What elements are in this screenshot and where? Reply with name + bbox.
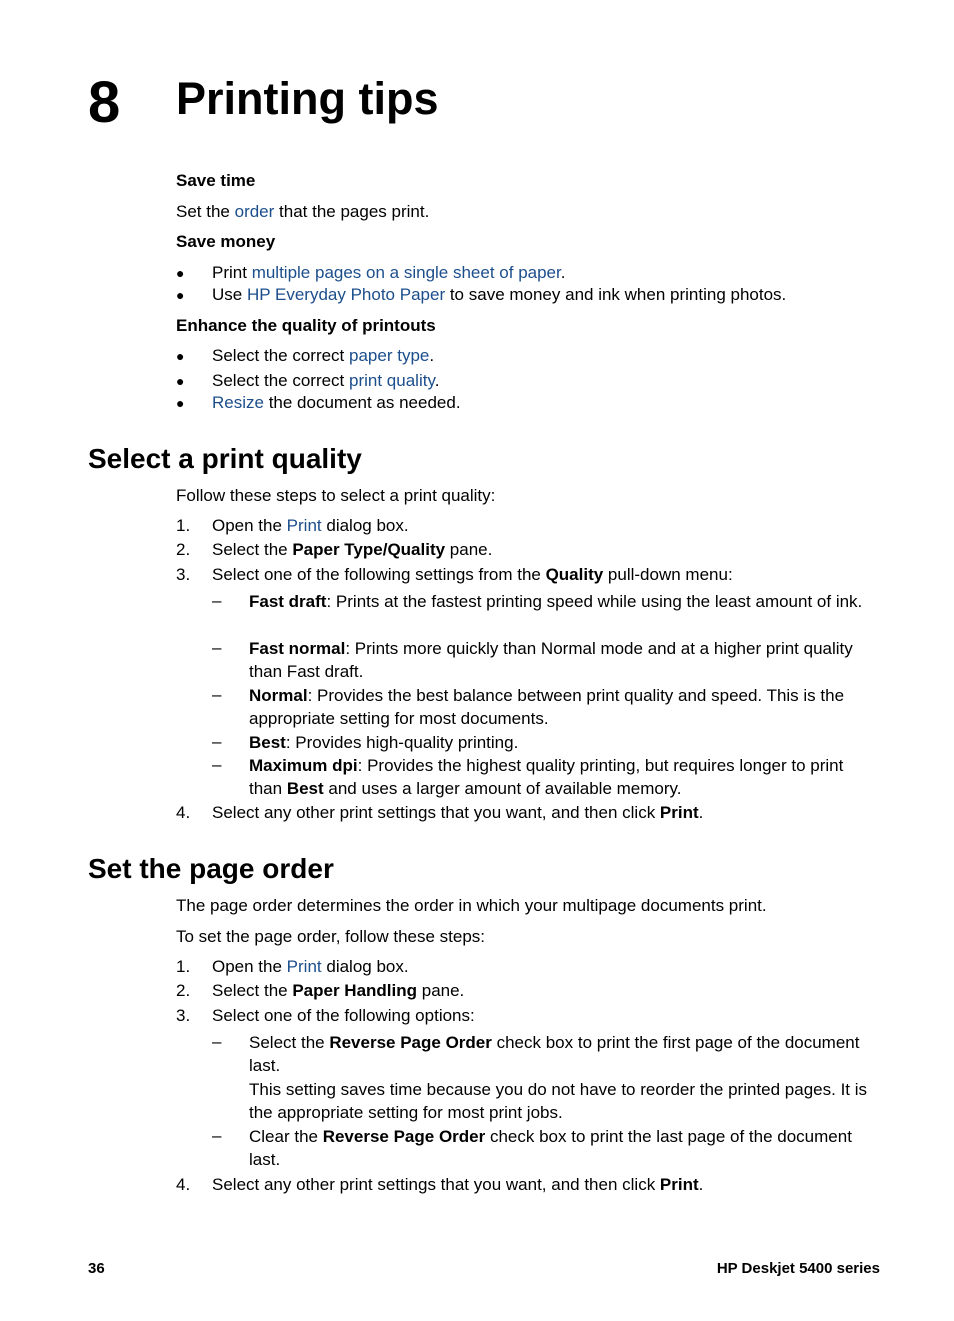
step-number: 4.	[176, 803, 191, 822]
save-money-item: Use HP Everyday Photo Paper to save money and ink when printing photos.	[212, 285, 787, 304]
dash: –	[212, 1032, 222, 1051]
step-number: 1.	[176, 957, 191, 976]
print-quality-link[interactable]: print quality	[349, 371, 435, 390]
step-number: 3.	[176, 565, 191, 584]
enhance-item: Resize the document as needed.	[212, 393, 461, 412]
bullet: ●	[176, 348, 185, 364]
step-text: Open the Print dialog box.	[212, 516, 409, 535]
resize-link[interactable]: Resize	[212, 393, 264, 412]
print-dialog-link[interactable]: Print	[286, 957, 322, 976]
quality-option: Fast normal: Prints more quickly than Normal mode and at a higher print quality than Fast draft.	[249, 639, 853, 681]
bullet: ●	[176, 265, 185, 281]
bullet: ●	[176, 395, 185, 411]
page-order-heading: Set the page order	[88, 853, 334, 884]
step-number: 3.	[176, 1006, 191, 1025]
chapter-title: Printing tips	[176, 73, 439, 124]
order-option: Select the Reverse Page Order check box to print the first page of the document last.	[249, 1033, 860, 1075]
step-number: 1.	[176, 516, 191, 535]
dash: –	[212, 685, 222, 704]
save-time-heading: Save time	[176, 171, 256, 190]
enhance-item: Select the correct paper type.	[212, 346, 435, 365]
dash: –	[212, 1126, 222, 1145]
step-text: Select one of the following options:	[212, 1006, 475, 1025]
quality-option: Fast draft: Prints at the fastest printing speed while using the least amount of ink.	[249, 592, 863, 611]
product-name: HP Deskjet 5400 series	[716, 1260, 880, 1277]
save-money-item: Print multiple pages on a single sheet of paper.	[212, 263, 566, 282]
print-quality-heading: Select a print quality	[88, 443, 362, 474]
order-link[interactable]: order	[234, 202, 275, 221]
enhance-item: Select the correct print quality.	[212, 371, 440, 390]
multiple-pages-link[interactable]: multiple pages on a single sheet of paper	[251, 263, 561, 282]
dash: –	[212, 732, 222, 751]
page-order-intro: The page order determines the order in which your multipage documents print.	[176, 896, 767, 915]
save-money-heading: Save money	[176, 232, 276, 251]
chapter-number: 8	[88, 70, 121, 135]
step-text: Select the Paper Type/Quality pane.	[212, 540, 493, 559]
quality-option: Normal: Provides the best balance between print quality and speed. This is the appropriate setting for most documents.	[249, 686, 845, 728]
step-text: Select any other print settings that you want, and then click Print.	[212, 803, 704, 822]
step-number: 4.	[176, 1175, 191, 1194]
step-number: 2.	[176, 540, 191, 559]
print-dialog-link[interactable]: Print	[286, 516, 322, 535]
enhance-quality-heading: Enhance the quality of printouts	[176, 316, 436, 335]
quality-option: Maximum dpi: Provides the highest quality printing, but requires longer to print than Best and uses a larger amount of available memory.	[249, 756, 844, 798]
print-quality-intro: Follow these steps to select a print quality:	[176, 486, 496, 505]
dash: –	[212, 755, 222, 774]
quality-option: Best: Provides high-quality printing.	[249, 733, 519, 752]
step-text: Open the Print dialog box.	[212, 957, 409, 976]
page-number: 36	[88, 1260, 105, 1277]
order-option: Clear the Reverse Page Order check box to print the last page of the document last.	[249, 1127, 852, 1169]
step-text: Select one of the following settings from the Quality pull-down menu:	[212, 565, 733, 584]
page-order-intro: To set the page order, follow these steps:	[176, 927, 486, 946]
dash: –	[212, 591, 222, 610]
everyday-photo-paper-link[interactable]: HP Everyday Photo Paper	[246, 285, 446, 304]
bullet: ●	[176, 287, 185, 303]
step-text: Select the Paper Handling pane.	[212, 981, 465, 1000]
paper-type-link[interactable]: paper type	[349, 346, 430, 365]
order-option-note: This setting saves time because you do not have to reorder the printed pages. It is the appropriate setting for most print jobs.	[249, 1080, 868, 1122]
dash: –	[212, 638, 222, 657]
save-time-text: Set the order that the pages print.	[176, 202, 430, 221]
bullet: ●	[176, 373, 185, 389]
step-number: 2.	[176, 981, 191, 1000]
step-text: Select any other print settings that you want, and then click Print.	[212, 1175, 704, 1194]
